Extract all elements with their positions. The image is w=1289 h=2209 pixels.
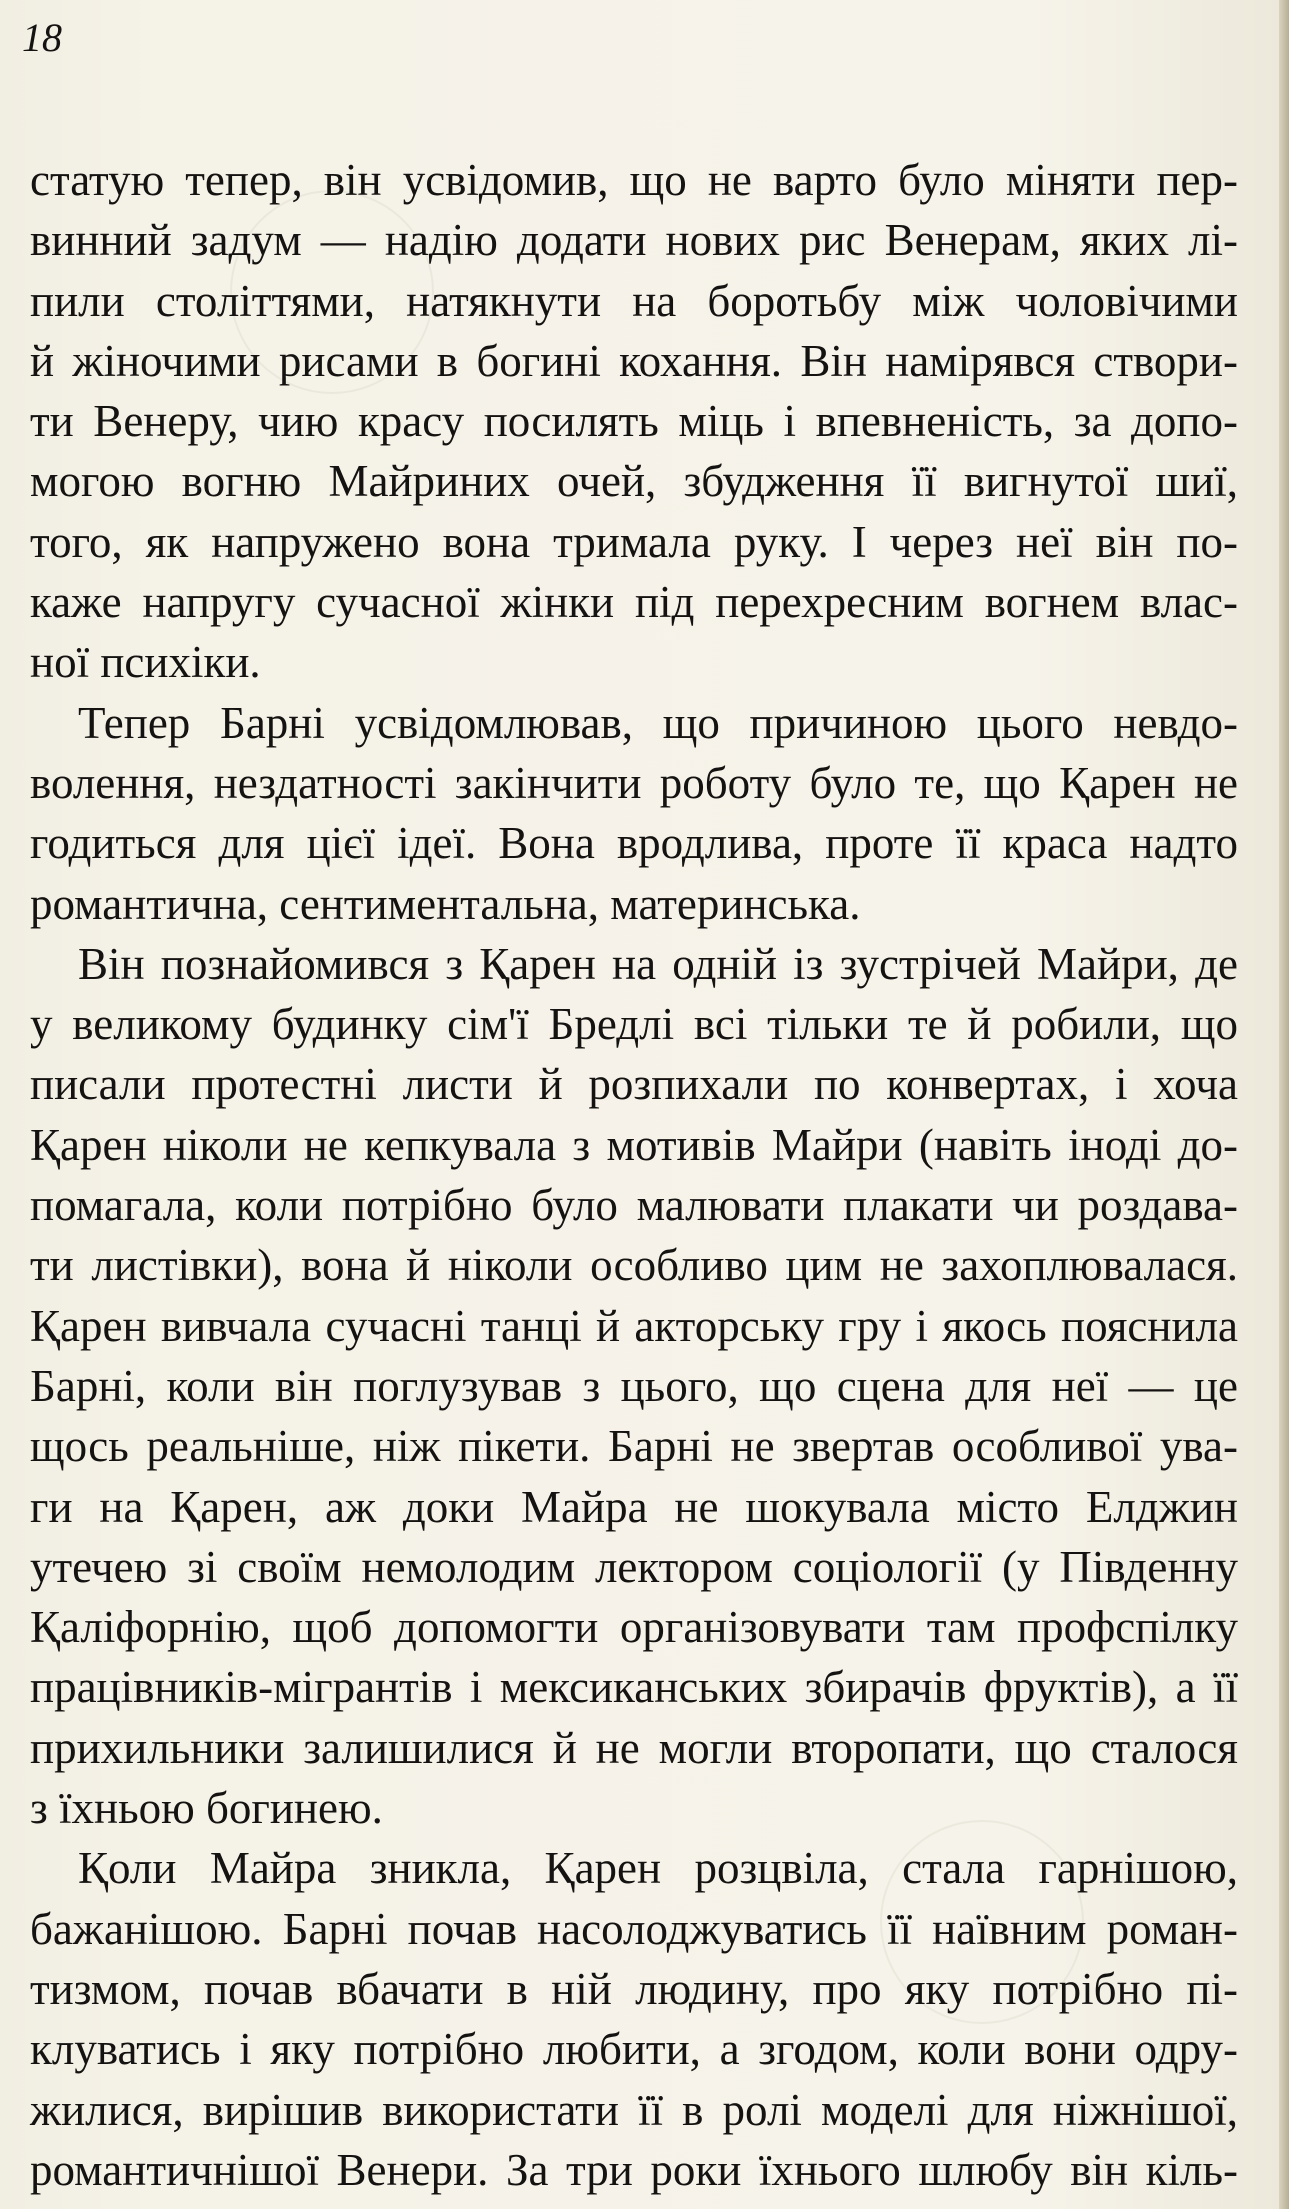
page-edge [1279,0,1289,2209]
text-line: жилися, вирішив використати її в ролі моделі для ніжнішої, [30,2084,1238,2135]
text-line: ги на Қарен, аж доки Майра не шокувала місто Елджин [30,1481,1238,1532]
text-line: винний задум — надію додати нових рис Венерам, яких лі- [30,215,1238,266]
text-line: Тепер Барні усвідомлював, що причиною цього невдо- [78,697,1238,748]
text-line: годиться для цієї ідеї. Вона вродлива, проте її краса надто [30,818,1238,869]
text-line: того, як напружено вона тримала руку. І через неї він по- [30,516,1238,567]
text-line: прихильники залишилися й не могли второпати, що сталося [30,1722,1238,1773]
text-line: волення, нездатності закінчити роботу було те, що Қарен не [30,757,1238,808]
text-line: Қаліфорнію, щоб допомогти організовувати там профспілку [30,1602,1238,1653]
text-line: Қарен ніколи не кепкувала з мотивів Майри (навіть іноді до- [30,1119,1238,1170]
text-line: писали протестні листи й розпихали по конвертах, і хоча [30,1059,1238,1110]
text-line: ної психіки. [30,637,261,688]
text-line: ти Венеру, чию красу посилять міць і впевненість, за допо- [30,396,1238,447]
text-line: статую тепер, він усвідомив, що не варто було міняти пер- [30,155,1238,205]
text-line: пили століттями, натякнути на боротьбу між чоловічими [30,275,1238,326]
body-text [30,150,1238,2200]
text-line: у великому будинку сім'ї Бредлі всі тільки те й робили, що [30,999,1238,1050]
text-line: романтичнішої Венери. За три роки їхнього шлюбу він кіль- [30,2144,1238,2195]
text-line: ти листівки), вона й ніколи особливо цим не захоплювалася. [30,1240,1238,1291]
text-line: клуватись і яку потрібно любити, а згодом, коли вони одру- [30,2024,1238,2075]
text-line: Қарен вивчала сучасні танці й акторську гру і якось пояснила [30,1300,1238,1351]
page-number: 18 [22,15,62,60]
text-line: Қоли Майра зникла, Қарен розцвіла, стала гарнішою, [78,1843,1238,1894]
text-line: працівників-мігрантів і мексиканських збирачів фруктів), а її [30,1662,1238,1713]
text-line: з їхньою богинею. [30,1783,383,1834]
text-line: бажанішою. Барні почав насолоджуватись її наївним роман- [30,1903,1238,1954]
text-line: й жіночими рисами в богині кохання. Він намірявся створи- [30,335,1238,386]
text-line: Він познайомився з Қарен на одній із зустрічей Майри, де [78,938,1238,989]
text-line: тизмом, почав вбачати в ній людину, про яку потрібно пі- [30,1963,1238,2014]
text-line: Барні, коли він поглузував з цього, що сцена для неї — це [30,1360,1238,1411]
text-line: каже напругу сучасної жінки під перехресним вогнем влас- [30,577,1238,628]
text-line: могою вогню Майриних очей, збудження її вигнутої шиї, [30,456,1238,507]
text-line: утечею зі своїм немолодим лектором соціології (у Південну [30,1541,1238,1592]
text-line: романтична, сентиментальна, материнська. [30,878,861,929]
text-line: щось реальніше, ніж пікети. Барні не звертав особливої ува- [30,1421,1238,1472]
text-line: помагала, коли потрібно було малювати плакати чи роздава- [30,1180,1238,1231]
